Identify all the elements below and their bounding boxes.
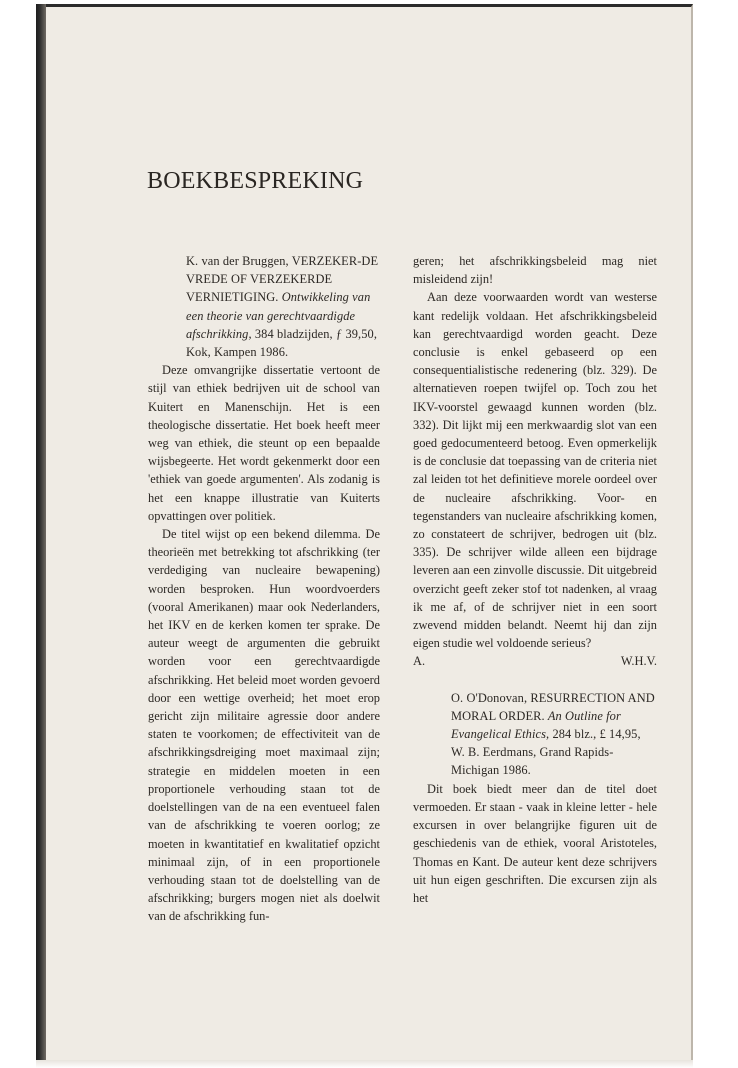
page-binding-edge (36, 4, 46, 1062)
page-heading: BOEKBESPREKING (147, 168, 364, 194)
left-column (148, 252, 380, 926)
right-column (413, 252, 657, 907)
review1-paragraph-4: Aan deze voorwaarden wordt van westerse kant redelijk voldaan. Het afschrikkingsbeleid kan gerechtvaardigd worden geacht. Deze conclusie is enkel gebaseerd op een consequentialistische redenering (blz. 329). De alternatieven roepen twijfel op. Toch zou het IKV-voorstel gewaagd kunnen worden (blz. 332). Dit lijkt mij een merkwaardig slot van een goed gedocumenteerd betoog. Even opmerkelijk is de conclusie dat toepassing van de criteria niet zal leiden tot het definitieve morele oordeel over de nucleaire afschrikking. Voor- en tegenstanders van nucleaire afschrikking komen, zo constateert de schrijver, bedrogen uit (blz. 335). De schrijver wilde alleen een bijdrage leveren aan een zinvolle discussie. Dit uitgebreid overzicht geeft zeker stof tot nadenken, al vraag ik me af, of de schrijver niet in een soort zwevend midden belandt. Neemt hij dan zijn eigen studie wel voldoende serieus? (413, 290, 657, 651)
review2-paragraph-1: Dit boek biedt meer dan de titel doet vermoeden. Er staan - vaak in kleine letter - hele excursen in over belangrijke figuren uit de geschiedenis van de ethiek, vooral Aristoteles, Thomas en Kant. De auteur kent deze schrijvers uit hun eigen geschriften. Die excursen zijn als het (413, 781, 657, 905)
review1-bibliography (148, 252, 380, 361)
review1-bib-subtitle: Ontwikkeling van een theorie van gerechtvaardigde afschrikking, (186, 290, 371, 341)
review1-signature-row (413, 652, 657, 670)
review2-bib-subtitle: An Outline for Evangelical Ethics, (451, 708, 621, 742)
review1-signature-right: W.H.V. (620, 654, 657, 669)
review1-bib-details: 384 bladzijden, ƒ 39,50, Kok, Kampen 1986. (186, 326, 378, 360)
review1-paragraph-3: geren; het afschrikkingsbeleid mag niet misleidend zijn! (413, 254, 657, 287)
review1-bib-author: K. van der Bruggen, VERZEKER-DE VREDE OF VERZEKERDE VERNIETIGING. (186, 254, 379, 305)
review1-paragraph-2: De titel wijst op een bekend dilemma. De theorieën met betrekking tot afschrikking (ter verdediging van nucleaire bewapening) worden besproken. Hun woordvoerders (vooral Amerikanen) maar ook Nederlanders, het IKV en de kerken komen ter sprake. De auteur weegt de argumenten die gebruikt worden voor een gerechtvaardigde afschrikking. Het beleid moet worden gevoerd door een wettige overheid; het moet erop gericht zijn militaire agressie door andere staten te voorkomen; de effectiviteit van de afschrikkingsdreiging moet maximaal zijn; strategie en middelen moeten in een proportionele verhouding staan tot de doelstellingen van de na een eventueel falen van de afschrikking te voeren oorlog; ze moeten in kwantitatief en kwalitatief opzicht minimaal zijn, of in een proportionele verhouding staan tot de doelstelling van de afschrikking; burgers mogen niet als doelwit van de afschrikking fun- (148, 527, 380, 924)
review2-bib-author: O. O'Donovan, RESURRECTION AND MORAL ORDER. (451, 690, 655, 723)
review1-paragraph-1: Deze omvangrijke dissertatie vertoont de stijl van ethiek bedrijven uit de school van Kuitert en Manenschijn. Het is een theologische dissertatie. Het boek heeft meer weg van ethiek, die steunt op een bepaalde wijsbegeerte. Het wordt gekenmerkt door een 'ethiek van goede argumenten'. Als zodanig is het een knappe illustratie van Kuiterts opvattingen over politiek. (148, 363, 380, 523)
review2-bib-details: 284 blz., £ 14,95, W. B. Eerdmans, Grand Rapids-Michigan 1986. (451, 727, 641, 778)
page-bottom-edge (36, 1060, 693, 1068)
review2-bibliography (413, 689, 657, 780)
review1-signature-left: A. (413, 654, 426, 669)
